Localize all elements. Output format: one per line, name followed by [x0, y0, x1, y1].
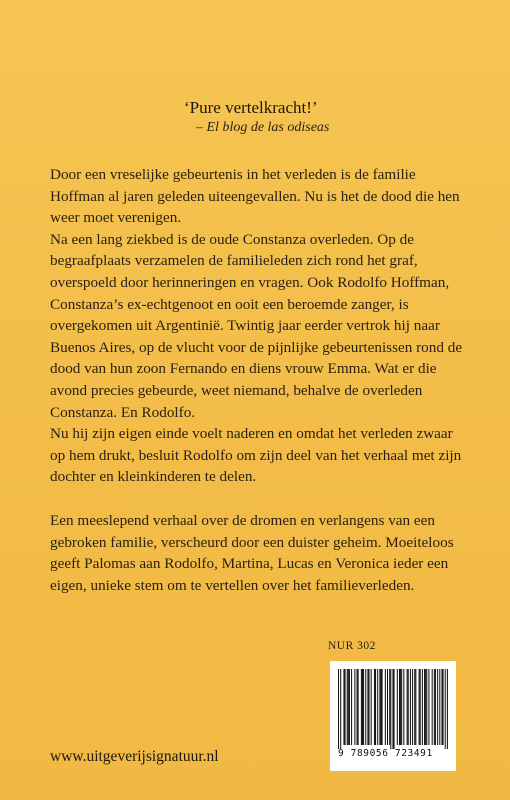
blurb-paragraph: Na een lang ziekbed is de oude Constanza overleden. Op de begraafplaats verzamelen de familieleden zich rond het graf, overspoeld door herinneringen en vragen. Ook Rodolfo Hoffman, Constanza’s ex-echtgenoot en ooit een beroemde zanger, is overgekomen uit Argentinië. Twintig jaar eerder vertrok hij naar Buenos Aires, op de vlucht voor de pijnlijke gebeurtenissen rond de dood van hun zoon Fernando en diens vrouw Emma. Wat er die avond precies gebeurde, weet niemand, behalve de overleden Constanza. En Rodolfo.	[50, 230, 463, 421]
barcode-bar	[354, 669, 355, 745]
barcode-bar	[422, 669, 423, 745]
barcode-bar	[380, 669, 381, 745]
barcode-bar	[348, 669, 349, 745]
barcode-bar	[447, 669, 448, 749]
barcode-bar	[347, 669, 348, 745]
barcode-bar	[414, 669, 415, 745]
barcode-bar	[407, 669, 408, 745]
barcode-bar	[435, 669, 436, 745]
barcode-bar	[400, 669, 401, 745]
barcode-bar	[374, 669, 375, 745]
blurb-paragraph: Nu hij zijn eigen einde voelt naderen en omdat het verleden zwaar op hem drukt, besluit Rodolfo om zijn deel van het verhaal met zijn dochter en kleinkinderen te delen.	[50, 425, 462, 486]
blurb	[50, 164, 470, 596]
barcode-bar	[397, 669, 398, 745]
barcode-bar	[420, 669, 421, 745]
publisher-website: www.uitgeverijsignatuur.nl	[50, 748, 219, 765]
barcode-bar	[349, 669, 350, 745]
barcode-bar	[365, 669, 366, 745]
blurb-paragraph: Door een vreselijke gebeurtenis in het verleden is de familie Hoffman al jaren geleden uiteengevallen. Nu is het de dood die hen weer moet verenigen.	[50, 166, 460, 227]
barcode-bar	[363, 669, 364, 745]
barcode-bars	[338, 669, 448, 749]
barcode-bar	[367, 669, 368, 745]
barcode-bar	[439, 669, 440, 745]
barcode-bar	[357, 669, 358, 745]
isbn-barcode	[330, 661, 456, 771]
barcode-bar	[441, 669, 442, 745]
barcode-bar	[437, 669, 438, 745]
barcode-bar	[338, 669, 339, 749]
barcode-bar	[445, 669, 446, 749]
barcode-bar	[351, 669, 352, 745]
barcode-bar	[382, 669, 383, 745]
barcode-bar	[345, 669, 346, 745]
barcode-bar	[415, 669, 416, 745]
barcode-bar	[377, 669, 378, 745]
barcode-bar	[385, 669, 386, 745]
barcode-bar	[362, 669, 363, 745]
barcode-bar	[387, 669, 388, 745]
barcode-bar	[425, 669, 426, 745]
barcode-bar	[443, 669, 444, 745]
barcode-bar	[412, 669, 413, 745]
review-quote: ‘Pure vertelkracht!’	[184, 98, 318, 117]
barcode-bar	[434, 669, 435, 745]
review-source: – El blog de las odiseas	[196, 120, 330, 135]
barcode-bar	[343, 669, 344, 745]
isbn-digits: 9 789056 723491	[338, 748, 433, 759]
barcode-bar	[424, 669, 425, 745]
barcode-bar	[375, 669, 376, 745]
barcode-bar	[389, 669, 390, 745]
blurb-paragraph: Een meeslepend verhaal over de dromen en verlangens van een gebroken familie, verscheurd door een duister geheim. Moeiteloos geeft Palomas aan Rodolfo, Martina, Lucas en Veronica ieder een eigen, unieke stem om te vertellen over het familieverleden.	[50, 511, 454, 594]
barcode-bar	[432, 669, 433, 745]
barcode-bar	[394, 669, 395, 749]
barcode-bar	[358, 669, 359, 745]
barcode-bar	[401, 669, 402, 745]
barcode-bar	[426, 669, 427, 745]
barcode-bar	[428, 669, 429, 745]
barcode-bar	[369, 669, 370, 745]
barcode-bar	[390, 669, 391, 749]
barcode-bar	[399, 669, 400, 745]
barcode-bar	[403, 669, 404, 745]
barcode-bar	[361, 669, 362, 745]
barcode-bar	[340, 669, 341, 749]
barcode-bar	[419, 669, 420, 745]
barcode-bar	[410, 669, 411, 745]
barcode-bar	[392, 669, 393, 749]
barcode-bar	[408, 669, 409, 745]
nur-code: NUR 302	[328, 640, 376, 652]
barcode-bar	[379, 669, 380, 745]
barcode-bar	[371, 669, 372, 745]
